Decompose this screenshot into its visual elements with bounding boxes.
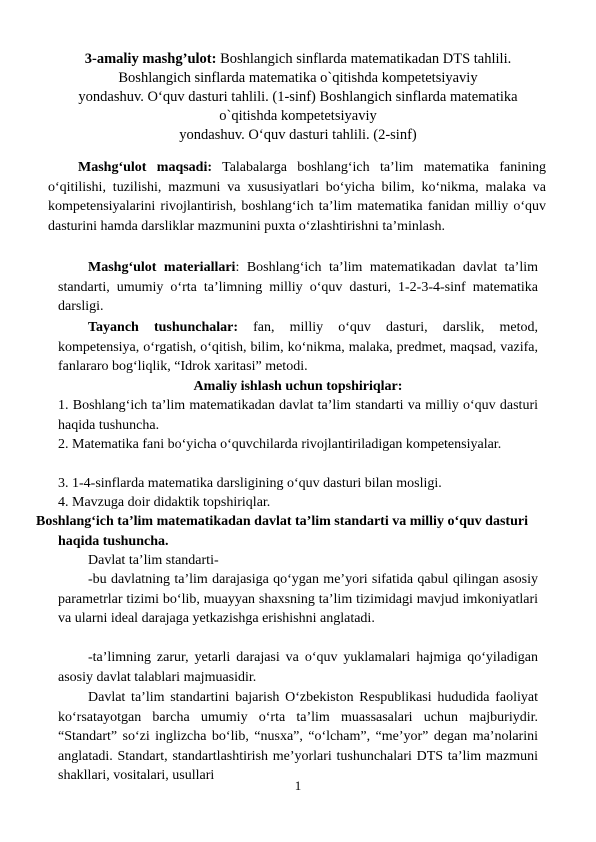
task-item: 4. Mavzuga doir didaktik topshiriqlar. — [58, 495, 271, 510]
page-number: 1 — [294, 778, 302, 793]
materials-text: : Boshlang‘ich ta’lim matematikadan davlat ta’lim standarti, umumiy o‘rta ta’limning milliy o‘quv dasturi, 1-2-3-4-sinf matematika darsligi. — [58, 260, 538, 315]
title-line-4: o`qitishda kompetetsiyaviy — [219, 108, 377, 124]
task-item: 2. Matematika fani bo‘yicha o‘quvchilarda rivojlantiriladigan kompetensiyalar. — [58, 437, 502, 452]
section-heading: Boshlang‘ich ta’lim matematikadan davlat ta’lim standarti va milliy o‘quv dasturi haqida tushuncha. — [36, 514, 528, 549]
section-paragraph-3: -ta’limning zarur, yetarli darajasi va o‘quv yuklamalari hajmiga qo‘yiladigan asosiy davlat talablari majmuasidir. — [58, 650, 538, 685]
task-item: 1. Boshlang‘ich ta’lim matematikadan davlat ta’lim standarti va milliy o‘quv dasturi haqida tushuncha. — [58, 398, 538, 433]
title-label: 3-amaliy mashg’ulot: — [84, 51, 217, 67]
task-item: 3. 1-4-sinflarda matematika darsligining o‘quv dasturi bilan mosligi. — [58, 476, 442, 491]
goal-text: Talabalarga boshlang‘ich ta’lim matematika fanining o‘qitilishi, tuzilishi, mazmuni va xususiyatlari bo‘yicha bilim, ko‘nikma, malaka va kompetensiyalarini rivojlantirish, boshlang‘ich ta’lim matematika fanidan milliy o‘quv dasturini hamda darsliklar mazmunini puxta o‘zlashtirishni ta’minlash. — [48, 160, 547, 234]
section-paragraph-2: -bu davlatning ta’lim darajasiga qo‘ygan me’yori sifatida qabul qilingan asosiy parametrlar tizimi bo‘lib, muayyan shaxsning ta’lim tizimidagi mavjud imkoniyatlari va ularni ideal darajaga yetkazishga erishishni anglatadi. — [58, 572, 538, 627]
page-title — [40, 50, 556, 145]
title-line-5: yondashuv. O‘quv dasturi tahlili. (2-sinf) — [179, 127, 417, 143]
title-line-3: yondashuv. O‘quv dasturi tahlili. (1-sinf) Boshlangich sinflarda matematika — [78, 89, 518, 105]
materials-paragraph — [58, 258, 538, 317]
materials-label: Mashg‘ulot materiallari — [88, 260, 236, 275]
concepts-label: Tayanch tushunchalar: — [88, 320, 238, 335]
concepts-paragraph — [58, 318, 538, 377]
title-line-2: Boshlangich sinflarda matematika o`qitishda kompetetsiyaviy — [118, 70, 478, 86]
section-paragraph-1: Davlat ta’lim standarti- — [88, 553, 219, 568]
goal-paragraph — [48, 158, 546, 236]
tasks-heading: Amaliy ishlash uchun topshiriqlar: — [193, 379, 403, 394]
section-paragraph-4: Davlat ta’lim standartini bajarish O‘zbekiston Respublikasi hududida faoliyat ko‘rsatayotgan barcha umumiy o‘rta ta’lim muassasalari uchun majburiydir. “Standart” so‘zi inglizcha bo‘lib, “nusxa”, “o‘lcham”, “me’yor” degan ma’nolarini anglatadi. Standart, standartlashtirish me’yorlari tushunchalari DTS ta’lim mazmuni shakllari, vositalari, usullari — [58, 690, 538, 784]
title-line-1: 3-amaliy mashg’ulot: Boshlangich sinflarda matematikadan DTS tahlili. — [84, 51, 512, 67]
goal-label: Mashg‘ulot maqsadi: — [78, 160, 213, 175]
concepts-text: fan, milliy o‘quv dasturi, darslik, metod, kompetensiya, o‘rgatish, o‘qitish, bilim, ko‘nikma, malaka, predmet, maqsad, vazifa, fanlararo bog‘liqlik, “Idrok xaritasi” metodi. — [58, 320, 539, 375]
